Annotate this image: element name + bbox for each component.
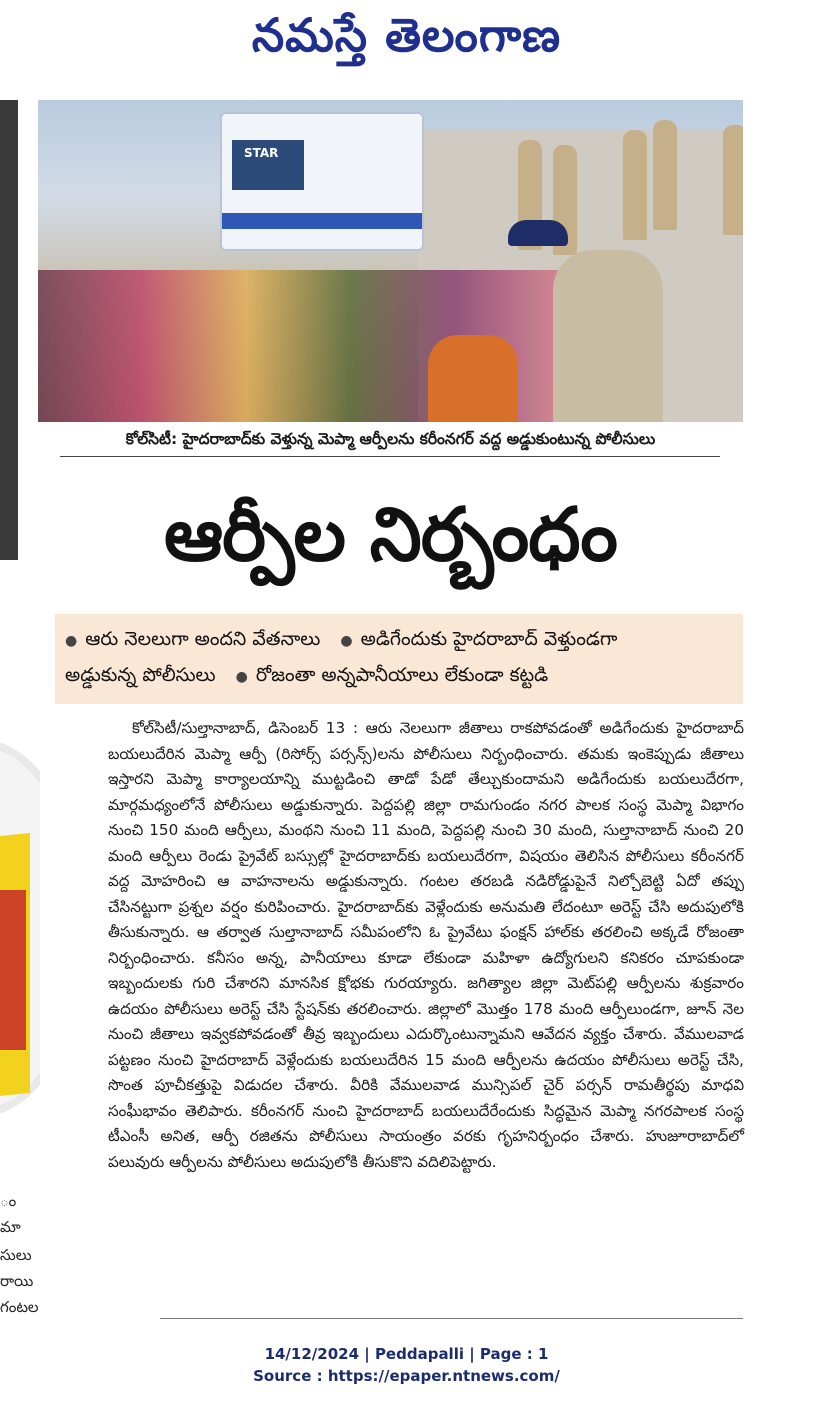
masthead: నమస్తే తెలంగాణ: [251, 8, 562, 62]
subheading-line-1: [65, 628, 617, 655]
article-paragraph: కోల్‌సిటీ/సుల్తానాబాద్, డిసెంబర్ 13 : ఆరు నెలలుగా జీతాలు రాకపోవడంతో అడిగేందుకు హైదరాబాద్ బయలుదేరిన మెప్మా ఆర్పీ (రిసోర్స్ పర్సన్స్)లను పోలీసులు నిర్బంధించారు. తమకు ఇంకెప్పుడు జీతాలు ఇస్తారని మెప్మా కార్యాలయాన్ని ముట్టడించి తాడో పేడో తేల్చుకుందామని అడిగేందుకు బయలుదేరగా, మార్గమధ్యంలోనే పోలీసులు అడ్డుకున్నారు. పెద్దపల్లి జిల్లా రామగుండం నగర పాలక సంస్థ మెప్మా విభాగం నుంచి 150 మంది ఆర్పీలు, మంథని నుంచి 11 మంది, పెద్దపల్లి నుంచి 30 మంది, సుల్తానాబాద్ నుంచి 20 మంది ఆర్పీలు రెండు ప్రైవేట్ బస్సుల్లో హైదరాబాద్‌కు బయలుదేరగా, విషయం తెలిసిన పోలీసులు కరీంనగర్ వద్ద మోహరించి ఆ వాహనాలను అడ్డుకున్నారు. గంటల తరబడి నడిరోడ్డుపైనే నిల్చోబెట్టి ఏదో తప్పు చేసినట్టుగా ప్రశ్నల వర్షం కురిపించారు. హైదరాబాద్‌కు వెళ్లేందుకు అనుమతి లేదంటూ అరెస్ట్ చేసి అదుపులోకి తీసుకున్నారు. ఆ తర్వాత సుల్తానాబాద్ సమీపంలోని ఓ ప్రైవేటు ఫంక్షన్ హాల్‌కు తరలించి అక్కడే రోజంతా నిర్బంధించారు. కనీసం అన్న, పానీయాలు కూడా లేకుండా మహిళా ఉద్యోగులని కనికరం చూపకుండా ఇబ్బందులకు గురి చేశారని మానసిక క్షోభకు గురయ్యారు. జగిత్యాల జిల్లా మెట్‌పల్లి ఆర్పీలను శుక్రవారం ఉదయం పోలీసులు అరెస్ట్ చేసి స్టేషన్‌కు తరలించారు. జిల్లాలో మొత్తం 178 మంది ఆర్పీలుండగా, జూన్ నెల నుంచి జీతాలు ఇవ్వకపోవడంతో తీవ్ర ఇబ్బందులు ఎదుర్కొంటున్నామని ఆవేదన వ్యక్తం చేశారు. వేములవాడ పట్టణం నుంచి హైదరాబాద్ వెళ్లేందుకు బయలుదేరిన 15 మంది ఆర్పీలను ఉదయం పోలీసులు అరెస్ట్ చేసి, సొంత పూచీకత్తుపై విడుదల చేశారు. వీరికి వేములవాడ మున్సిపల్ చైర్ పర్సన్ రామతీర్థపు మాధవి సంఘీభావం తెలిపారు. కరీంనగర్ నుంచి హైదరాబాద్ బయలుదేరేందుకు సిద్ధమైన మెప్మా నగరపాలక సంస్థ టీఎంసీ అనిత, ఆర్పీ రజితను పోలీసులు సాయంత్రం వరకు గృహనిర్బంధం చేశారు. హుజూరాబాద్‌లో పలువురు ఆర్పీలను పోలీసులు అదుపులోకి తీసుకొని వదిలిపెట్టారు.: [108, 719, 744, 1171]
police-figure: [653, 120, 677, 230]
footer-date-edition: 14/12/2024 | Peddapalli | Page : 1: [264, 1345, 549, 1363]
article-body: [108, 716, 744, 1175]
woman-officer: [553, 250, 663, 422]
subheading: అడ్డుకున్న పోలీసులు: [65, 664, 216, 686]
police-figure: [723, 125, 743, 235]
adjacent-text-fragment: సులు: [0, 1246, 32, 1264]
bottom-divider: [160, 1318, 743, 1319]
bullet-icon: ●: [65, 633, 78, 649]
adjacent-text-fragment: ం: [0, 1192, 17, 1210]
adjacent-article-strip: [0, 100, 40, 1330]
bus-stripe: [222, 213, 422, 229]
photo-bus: [220, 112, 424, 251]
adjacent-photo-edge: [0, 100, 18, 560]
police-figure: [623, 130, 647, 240]
subheading: అడిగేందుకు హైదరాబాద్ వెళ్తుండగా: [360, 628, 618, 650]
bus-label: STAR: [244, 146, 279, 160]
footer-source: Source : https://epaper.ntnews.com/: [253, 1367, 560, 1385]
adjacent-banner-red: [0, 890, 26, 1050]
subheading: రోజంతా అన్నపానీయాలు లేకుండా కట్టడి: [255, 664, 549, 686]
photo-caption: కోల్‌సిటీ: హైదరాబాద్‌కు వెళ్తున్న మెప్మా ఆర్పీలను కరీంనగర్ వద్ద అడ్డుకుంటున్న పోలీసులు: [125, 430, 656, 448]
adjacent-text-fragment: మా: [0, 1218, 21, 1236]
bullet-icon: ●: [340, 633, 353, 649]
news-photo: [38, 100, 743, 422]
subheading-box: [55, 614, 743, 704]
subheading-line-2: [65, 664, 548, 691]
officer-cap: [508, 220, 568, 246]
caption-divider: [60, 456, 720, 457]
subheading: ఆరు నెలలుగా అందని వేతనాలు: [85, 628, 321, 650]
adjacent-text-fragment: రాయి: [0, 1272, 34, 1290]
headline: ఆర్పీల నిర్బంధం: [164, 492, 617, 578]
woman-in-sari: [428, 335, 518, 422]
bullet-icon: ●: [235, 669, 248, 685]
adjacent-text-fragment: గంటల: [0, 1298, 39, 1316]
